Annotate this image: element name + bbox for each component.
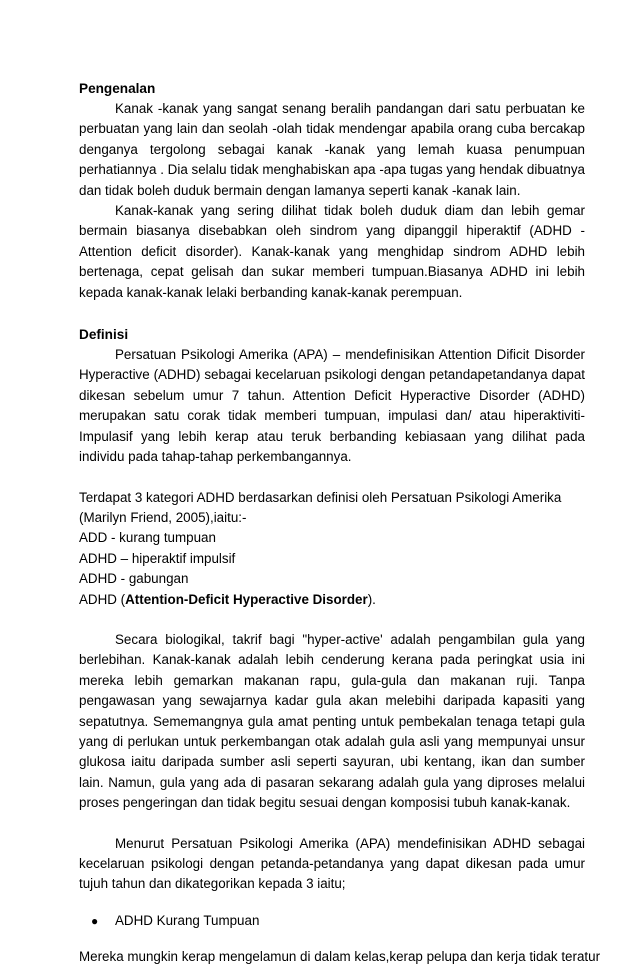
section-heading-pengenalan: Pengenalan: [79, 81, 156, 96]
spacer: [79, 895, 585, 911]
paragraph-menurut: Menurut Persatuan Psikologi Amerika (APA) mendefinisikan ADHD sebagai kecelaruan psikologi dengan petanda-petandanya yang dapat dikesan pada umur tujuh tahun dan dikategorikan kepada 3 iaitu;: [79, 835, 585, 892]
paragraph-definisi-1: Persatuan Psikologi Amerika (APA) – mendefinisikan Attention Dificit Disorder Hyperactive (ADHD) sebagai kecelaruan psikologi dengan petandapetandanya dapat dikesan sebelum umur 7 tahun. Attention Deficit Hyperactive Disorder (ADHD) merupakan satu corak tidak memberi tumpuan, impulasi dan/ atau hiperaktiviti-Impulasif yang lebih kerap atau teruk berbanding kebiasaan yang dilihat pada individu pada tahap-tahap perkembangannya.: [79, 347, 585, 465]
kategori-item-adhd-bold: Attention-Deficit Hyperactive Disorder: [125, 591, 368, 607]
section-heading-definisi: Definisi: [79, 327, 129, 343]
kategori-item-adhd: [79, 590, 585, 610]
paragraph-closing: Mereka mungkin kerap mengelamun di dalam kelas,kerap pelupa dan kerja tidak teratur: [79, 948, 601, 964]
bullet-item-label: ADHD Kurang Tumpuan: [115, 912, 260, 928]
document-page: [79, 79, 601, 967]
spacer: [79, 814, 585, 834]
kategori-intro-line-1: Terdapat 3 kategori ADHD berdasarkan definisi oleh Persatuan Psikologi Amerika: [79, 489, 562, 505]
spacer: [79, 468, 585, 488]
spacer: [79, 931, 585, 947]
spacer: [79, 610, 585, 630]
kategori-item-adhd-suffix: ).: [367, 591, 376, 607]
kategori-item-gabungan: ADHD - gabungan: [79, 571, 189, 587]
kategori-intro-line-2: (Marilyn Friend, 2005),iaitu:-: [79, 509, 247, 525]
bullet-icon: ●: [91, 913, 99, 928]
paragraph-biologikal: Secara biologikal, takrif bagi "hyper-active' adalah pengambilan gula yang berlebihan. Kanak-kanak adalah lebih cenderung kerana pada peringkat usia ini mereka lebih gemarkan makanan rapu, gula-gula dan makanan ruji. Tanpa pengawasan yang sewajarnya kadar gula akan melebihi daripada kapasiti yang sepatutnya. Sememangnya gula amat penting untuk pembekalan tenaga tetapi gula yang di perlukan untuk perkembangan otak adalah gula asli yang mempunyai unsur glukosa iaitu daripada sumber asli seperti sayuran, ubi kentang, ikan dan sumber lain. Namun, gula yang ada di pasaran sekarang adalah gula yang diproses melalui proses pengeringan dan tidak begitu sesuai dengan komposisi tubuh kanak-kanak.: [79, 631, 585, 811]
paragraph-pengenalan-1: Kanak -kanak yang sangat senang beralih pandangan dari satu perbuatan ke perbuatan yang lain dan seolah -olah tidak mendengar apabila orang cuba bercakap denganya tergolong sebagai kanak -kanak yang lemah kuasa penumpuan perhatiannya . Dia selalu tidak menghabiskan apa -apa tugas yang hendak dibuatnya dan tidak boleh duduk bermain dengan lamanya seperti kanak -kanak lain.: [79, 101, 585, 198]
kategori-item-hiperaktif: ADHD – hiperaktif impulsif: [79, 550, 236, 566]
spacer: [79, 303, 585, 325]
kategori-item-adhd-prefix: ADHD (: [79, 591, 126, 607]
kategori-item-add: ADD - kurang tumpuan: [79, 530, 216, 546]
bullet-list-item: [79, 911, 585, 931]
paragraph-pengenalan-2: Kanak-kanak yang sering dilihat tidak boleh duduk diam dan lebih gemar bermain biasanya disebabkan oleh sindrom yang dipanggil hiperaktif (ADHD - Attention deficit disorder). Kanak-kanak yang menghidap sindrom ADHD lebih bertenaga, cepat gelisah dan sukar memberi tumpuan.Biasanya ADHD ini lebih kepada kanak-kanak lelaki berbanding kanak-kanak perempuan.: [79, 203, 585, 300]
